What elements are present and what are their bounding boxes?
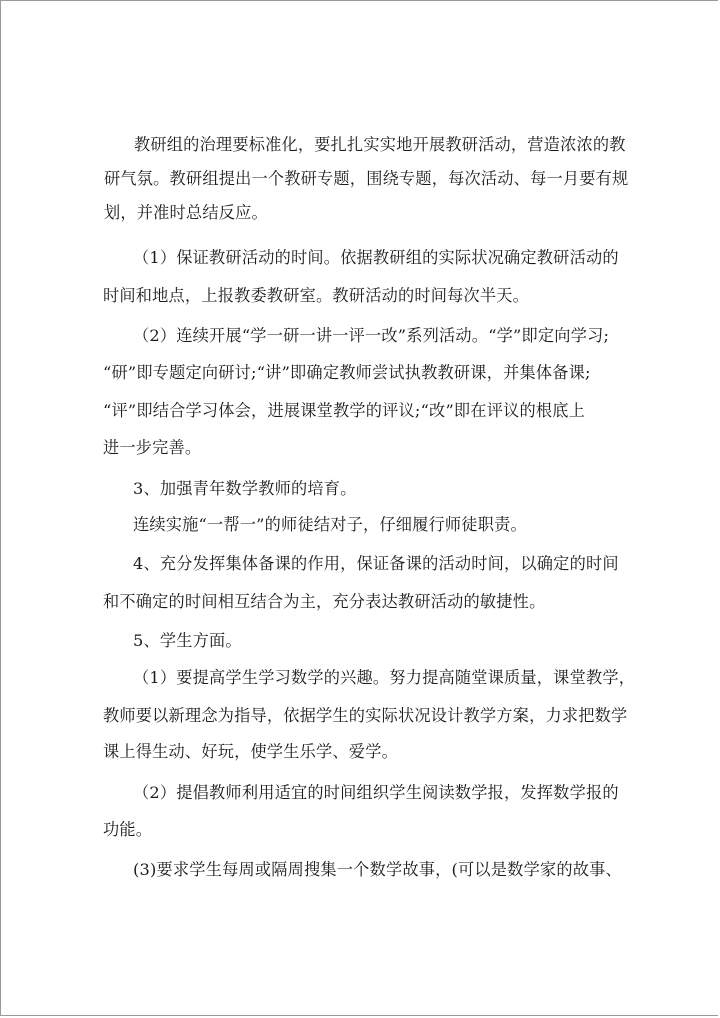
text-line: （1）保证教研活动的时间。依据教研组的实际状况确定教研活动的 bbox=[133, 248, 619, 267]
text-line: 研气氛。教研组提出一个教研专题，围绕专题，每次活动、每一月要有规 bbox=[104, 169, 629, 188]
text-line: 3、加强青年数学教师的培育。 bbox=[133, 479, 357, 498]
text-line: 时间和地点，上报教委教研室。教研活动的时间每次半天。 bbox=[103, 286, 530, 305]
text-line: (3)要求学生每周或隔周搜集一个数学故事，(可以是数学家的故事、 bbox=[133, 860, 622, 879]
text-line: “评”即结合学习体会，进展课堂教学的评议;“改”即在评议的根底上 bbox=[103, 401, 586, 420]
text-line: 和不确定的时间相互结合为主，充分表达教研活动的敏捷性。 bbox=[103, 592, 546, 611]
text-line: 连续实施“一帮一”的师徒结对子，仔细履行师徒职责。 bbox=[133, 515, 527, 534]
text-line: 功能。 bbox=[103, 820, 153, 839]
text-line: “研”即专题定向研讨;“讲”即确定教师尝试执教教研课，并集体备课; bbox=[103, 363, 591, 382]
text-line: 4、充分发挥集体备课的作用，保证备课的活动时间，以确定的时间 bbox=[133, 554, 619, 573]
text-line: （1）要提高学生学习数学的兴趣。努力提高随堂课质量，课堂教学， bbox=[133, 668, 636, 687]
text-line: 5、学生方面。 bbox=[133, 631, 242, 650]
text-line: （2）提倡教师利用适宜的时间组织学生阅读数学报，发挥数学报的 bbox=[133, 783, 619, 802]
text-line: 教研组的治理要标准化，要扎扎实实地开展教研活动，营造浓浓的教 bbox=[134, 135, 626, 154]
text-line: 教师要以新理念为指导，依据学生的实际状况设计教学方案，力求把数学 bbox=[103, 706, 628, 725]
text-line: 进一步完善。 bbox=[103, 438, 202, 457]
text-line: 课上得生动、好玩，使学生乐学、爱学。 bbox=[103, 742, 398, 761]
text-line: （2）连续开展“学一研一讲一评一改”系列活动。“学”即定向学习; bbox=[133, 326, 610, 345]
text-line: 划，并准时总结反应。 bbox=[104, 203, 268, 222]
